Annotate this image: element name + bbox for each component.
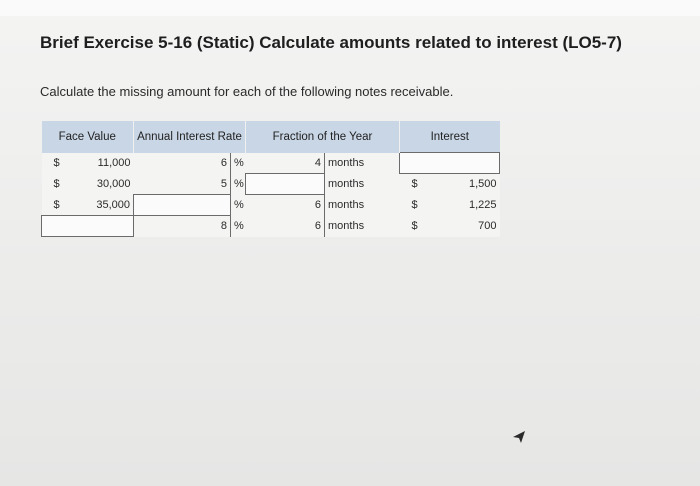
rate-unit: %	[231, 195, 246, 216]
notes-receivable-table	[41, 121, 500, 237]
face-value: 30,000	[76, 174, 134, 195]
header-annual-interest-rate: Annual Interest Rate	[134, 121, 246, 153]
months-value: 4	[246, 153, 325, 174]
header-fraction-of-year: Fraction of the Year	[246, 121, 400, 153]
months-unit: months	[325, 174, 400, 195]
table-row	[42, 216, 500, 237]
table-row	[42, 195, 500, 216]
interest-currency: $	[400, 195, 424, 216]
months-unit: months	[325, 216, 400, 237]
instruction-text: Calculate the missing amount for each of the following notes receivable.	[40, 84, 454, 99]
mouse-pointer-icon	[513, 431, 527, 445]
interest-value: 1,500	[424, 174, 500, 195]
months-value: 6	[246, 216, 325, 237]
page-title: Brief Exercise 5-16 (Static) Calculate amounts related to interest (LO5-7)	[40, 33, 622, 52]
interest-value: 1,225	[424, 195, 500, 216]
header-face-value: Face Value	[42, 121, 134, 153]
rate-unit: %	[231, 174, 246, 195]
interest-value: 700	[424, 216, 500, 237]
face-currency: $	[42, 174, 76, 195]
face-value-input[interactable]	[42, 216, 134, 237]
rate-value: 6	[134, 153, 231, 174]
table-header-row	[42, 121, 500, 153]
rate-input[interactable]	[134, 195, 231, 216]
interest-input[interactable]	[400, 153, 500, 174]
face-value: 11,000	[76, 153, 134, 174]
top-strip	[0, 0, 700, 16]
months-unit: months	[325, 195, 400, 216]
interest-currency: $	[400, 174, 424, 195]
table-row	[42, 153, 500, 174]
interest-currency: $	[400, 216, 424, 237]
months-value: 6	[246, 195, 325, 216]
rate-unit: %	[231, 153, 246, 174]
months-input[interactable]	[246, 174, 325, 195]
rate-unit: %	[231, 216, 246, 237]
rate-value: 8	[134, 216, 231, 237]
table-row	[42, 174, 500, 195]
rate-value: 5	[134, 174, 231, 195]
face-currency: $	[42, 195, 76, 216]
header-interest: Interest	[400, 121, 500, 153]
face-currency: $	[42, 153, 76, 174]
months-unit: months	[325, 153, 400, 174]
face-value: 35,000	[76, 195, 134, 216]
